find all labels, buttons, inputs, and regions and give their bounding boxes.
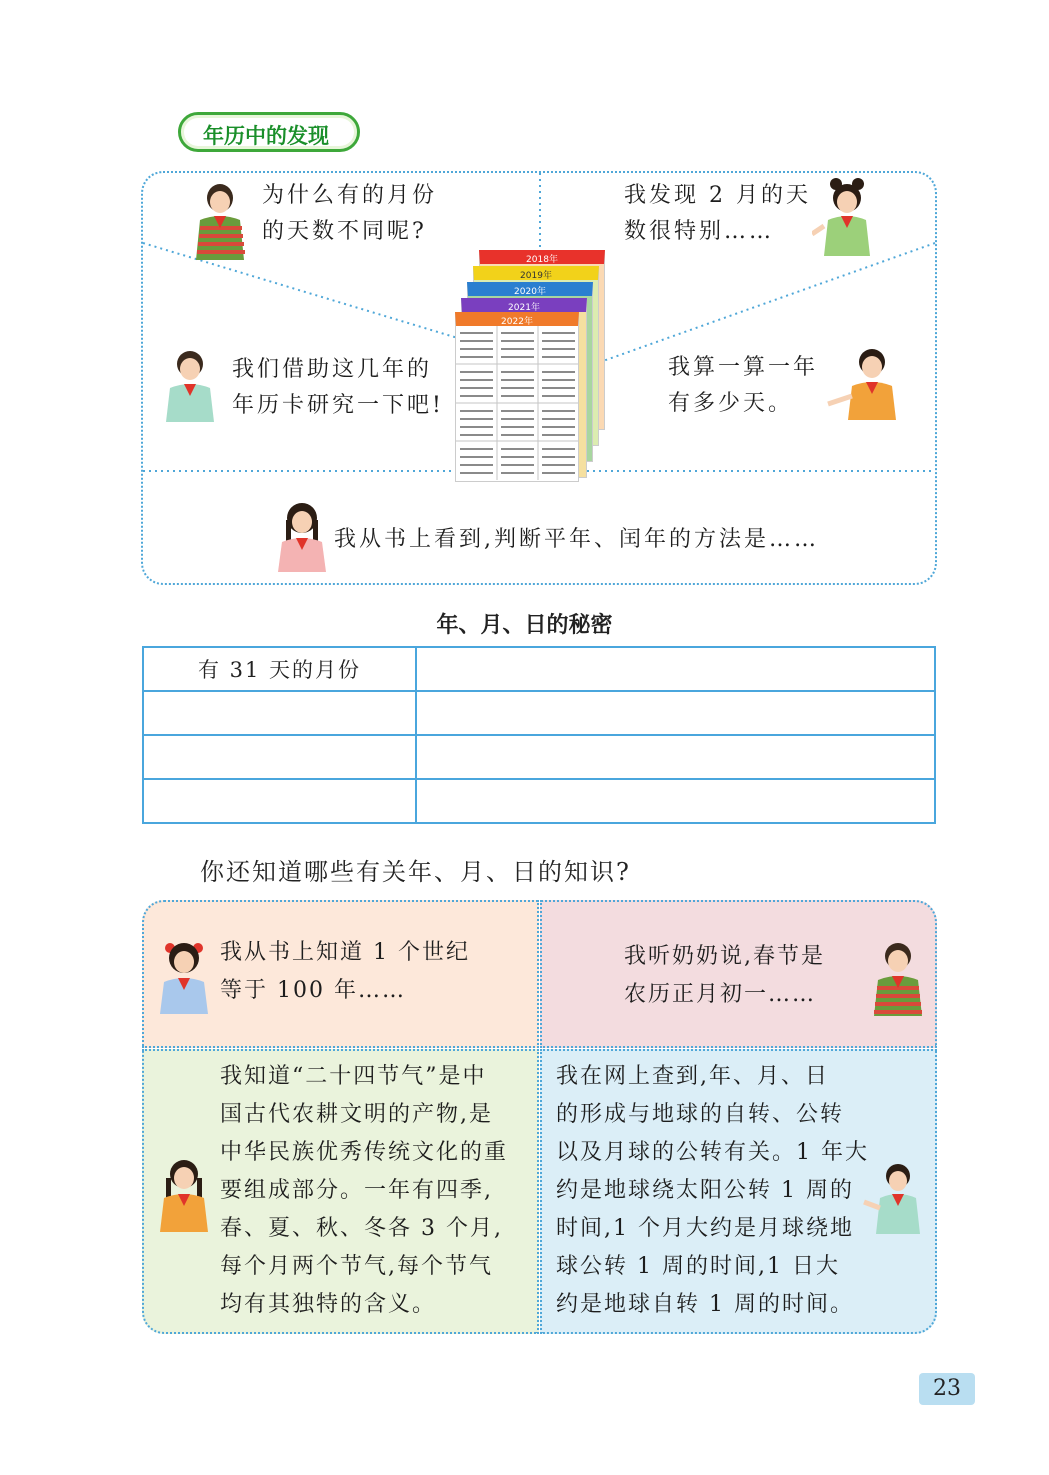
speech-line: 我们借助这几年的 <box>232 357 433 382</box>
speech-mid-right <box>668 350 818 422</box>
knowledge-line: 时间,1 个月大约是月球绕地 <box>556 1216 854 1241</box>
month-day-table <box>142 646 936 824</box>
table-cell[interactable] <box>143 779 416 823</box>
girl-green-shirt-illustration <box>812 176 880 256</box>
knowledge-line: 球公转 1 周的时间,1 日大 <box>556 1254 840 1279</box>
girl-blue-shirt-illustration <box>154 938 216 1018</box>
section-tag-label: 年历中的发现 <box>203 124 329 148</box>
speech-line: 年历卡研究一下吧! <box>232 393 444 418</box>
knowledge-line: 国古代农耕文明的产物,是 <box>220 1102 493 1127</box>
speech-line: 我从书上看到,判断平年、闰年的方法是…… <box>334 527 819 552</box>
knowledge-line: 约是地球自转 1 周的时间。 <box>556 1292 854 1317</box>
knowledge-line: 以及月球的公转有关。1 年大 <box>556 1140 869 1165</box>
knowledge-line: 中华民族优秀传统文化的重 <box>220 1140 509 1165</box>
table-cell[interactable] <box>416 735 935 779</box>
knowledge-line: 春、夏、秋、冬各 3 个月, <box>220 1216 503 1241</box>
knowledge-line: 我从书上知道 1 个世纪 <box>220 940 470 965</box>
boy-teal-shirt-illustration <box>158 348 220 428</box>
speech-line: 我算一算一年 <box>668 355 819 380</box>
table-row <box>143 735 935 779</box>
knowledge-line: 每个月两个节气,每个节气 <box>220 1254 493 1279</box>
calendar-card-2022 <box>455 312 579 482</box>
table-cell[interactable] <box>416 691 935 735</box>
calendar-year-label: 2020年 <box>514 287 546 297</box>
knowledge-line: 的形成与地球的自转、公转 <box>556 1102 845 1127</box>
calendar-year-label: 2018年 <box>526 255 558 265</box>
calendar-grid-illustration <box>456 326 578 480</box>
knowledge-text-century <box>220 934 470 1010</box>
speech-line: 为什么有的月份 <box>262 183 438 208</box>
question-text: 你还知道哪些有关年、月、日的知识? <box>200 858 631 886</box>
table-cell[interactable] <box>416 779 935 823</box>
knowledge-line: 我在网上查到,年、月、日 <box>556 1064 829 1089</box>
boy-striped-shirt-illustration <box>190 180 252 260</box>
speech-top-left <box>262 178 437 250</box>
speech-line: 有多少天。 <box>668 391 794 416</box>
boy-striped-shirt-illustration <box>862 940 928 1020</box>
speech-mid-left <box>232 352 444 424</box>
table-row <box>143 691 935 735</box>
knowledge-line: 约是地球绕太阳公转 1 周的 <box>556 1178 854 1203</box>
calendar-year-label: 2022年 <box>501 317 533 327</box>
knowledge-line: 农历正月初一…… <box>624 982 817 1007</box>
boy-teal-shirt-illustration <box>862 1162 928 1242</box>
table-title: 年、月、日的秘密 <box>436 613 613 638</box>
speech-top-right <box>624 178 811 250</box>
knowledge-line: 均有其独特的含义。 <box>220 1292 437 1317</box>
girl-braids-illustration <box>154 1156 216 1236</box>
table-row <box>143 779 935 823</box>
knowledge-text-spring-festival <box>624 938 825 1014</box>
section-tag <box>178 112 360 152</box>
knowledge-line: 我知道“二十四节气”是中 <box>220 1064 487 1089</box>
table-cell[interactable] <box>416 647 935 691</box>
table-cell[interactable] <box>143 691 416 735</box>
speech-line: 我发现 2 月的天 <box>624 183 811 208</box>
table-row <box>143 647 935 691</box>
knowledge-text-earth-rotation <box>556 1058 869 1324</box>
knowledge-line: 我听奶奶说,春节是 <box>624 944 825 969</box>
speech-line: 数很特别…… <box>624 219 775 244</box>
calendar-year-label: 2021年 <box>508 303 540 313</box>
knowledge-line: 要组成部分。一年有四季, <box>220 1178 493 1203</box>
calendar-year-label: 2019年 <box>520 271 552 281</box>
table-cell[interactable] <box>143 735 416 779</box>
knowledge-text-solar-terms <box>220 1058 508 1324</box>
calendar-card-stack <box>455 250 605 482</box>
speech-bottom <box>334 522 819 558</box>
page-number: 23 <box>919 1373 975 1405</box>
speech-line: 的天数不同呢? <box>262 219 427 244</box>
boy-orange-shirt-illustration <box>826 346 902 426</box>
girl-pink-shirt-illustration <box>272 500 334 580</box>
table-cell[interactable]: 有 31 天的月份 <box>143 647 416 691</box>
knowledge-line: 等于 100 年…… <box>220 978 406 1003</box>
